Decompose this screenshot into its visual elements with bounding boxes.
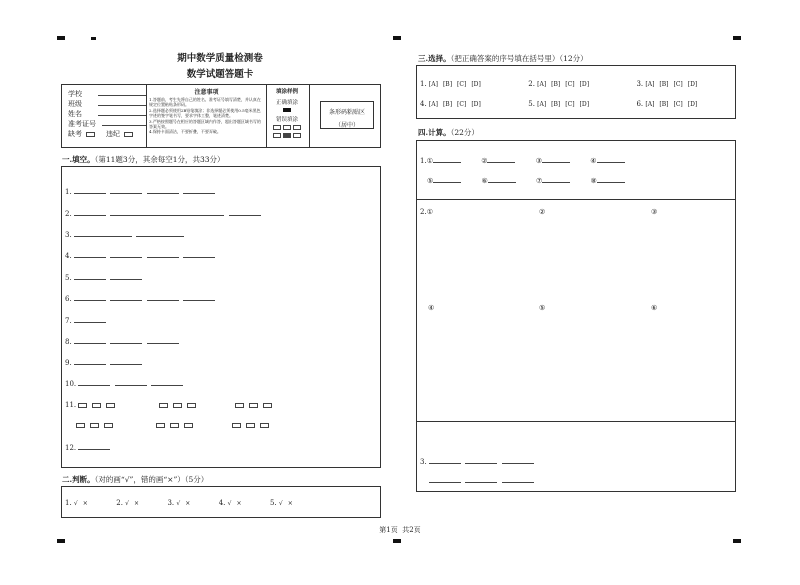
choice-option[interactable]: [A] bbox=[428, 101, 438, 108]
barcode-label: 条形码粘贴区 bbox=[328, 109, 365, 116]
choice-option[interactable]: [B] bbox=[659, 81, 669, 88]
choice-option[interactable]: [A] bbox=[645, 101, 655, 108]
info-block bbox=[61, 84, 381, 148]
calc-q1-row: ⑤ ⑥ ⑦ ⑧ bbox=[427, 176, 625, 185]
correct-fill-label: 正确填涂 bbox=[275, 100, 298, 106]
option-box[interactable] bbox=[173, 403, 182, 408]
registration-mark bbox=[393, 36, 401, 40]
wrong-fill-label: 错误填涂 bbox=[275, 117, 298, 123]
choice-option[interactable]: [C] bbox=[457, 81, 467, 88]
choice-option[interactable]: [D] bbox=[687, 81, 698, 88]
option-box[interactable] bbox=[156, 423, 165, 428]
choice-option[interactable]: [D] bbox=[471, 81, 481, 88]
notice-item: 4.保持卡面清洁，不要折叠，不要弄破。 bbox=[149, 129, 221, 135]
registration-mark bbox=[393, 539, 401, 543]
option-box[interactable] bbox=[263, 403, 272, 408]
class-field[interactable] bbox=[98, 99, 146, 106]
option-box[interactable] bbox=[92, 403, 101, 408]
choice-option[interactable]: [B] bbox=[442, 81, 453, 88]
judge-row: 1. √ × 2. √ × 3. √ × 4. √ × 5. √ × bbox=[65, 499, 293, 507]
registration-mark bbox=[733, 539, 741, 543]
barcode-note: （居中） bbox=[334, 122, 359, 129]
choice-option[interactable]: [A] bbox=[428, 81, 438, 88]
fill-question: 10. bbox=[65, 379, 183, 388]
barcode-area bbox=[320, 101, 374, 129]
section2-title: 二.判断。（对的画“√”，错的画“×”）（5分） bbox=[62, 475, 209, 484]
page-subtitle: 数学试题答题卡 bbox=[186, 69, 254, 80]
option-box[interactable] bbox=[78, 403, 87, 408]
calc-q2-label: 2.① bbox=[420, 208, 433, 216]
option-box[interactable] bbox=[106, 403, 115, 408]
judge-option[interactable]: √ bbox=[176, 500, 181, 507]
choice-option[interactable]: [B] bbox=[659, 101, 669, 108]
fill-question: 5. bbox=[65, 273, 142, 282]
absent-checkbox[interactable] bbox=[86, 132, 95, 137]
page-total: 共2页 bbox=[402, 526, 421, 534]
calc-q3-row: 3. bbox=[420, 457, 534, 466]
notice-title: 注意事项 bbox=[194, 89, 219, 96]
judge-option[interactable]: √ bbox=[125, 500, 129, 507]
judge-option[interactable]: × bbox=[185, 500, 191, 507]
fill-question: 1. bbox=[65, 187, 215, 196]
option-box[interactable] bbox=[159, 403, 168, 408]
fill-question: 8. bbox=[65, 337, 179, 346]
calc-q1-row: 1.① ② ③ ④ bbox=[420, 156, 625, 165]
registration-mark bbox=[57, 539, 65, 543]
choice-option[interactable]: [A] bbox=[537, 81, 547, 88]
choice-option[interactable]: [C] bbox=[565, 101, 575, 108]
choice-option[interactable]: [A] bbox=[537, 101, 547, 108]
section4-answer-box bbox=[416, 140, 736, 492]
choice-option[interactable]: [C] bbox=[673, 101, 683, 108]
calc-q3-row bbox=[429, 476, 534, 485]
choice-option[interactable]: [B] bbox=[442, 101, 453, 108]
fill-question: 2. bbox=[65, 209, 261, 218]
fill-question: 12. bbox=[65, 443, 110, 452]
section3-title: 三.选择。（把正确答案的序号填在括号里）（12分） bbox=[418, 54, 588, 63]
registration-mark bbox=[91, 37, 96, 40]
divider bbox=[417, 199, 735, 200]
fill-question: 3. bbox=[65, 230, 184, 239]
fill-question-11-row2 bbox=[76, 421, 274, 429]
judge-option[interactable]: √ bbox=[73, 500, 78, 507]
option-box[interactable] bbox=[246, 423, 255, 428]
option-box[interactable] bbox=[187, 403, 196, 408]
choice-option[interactable]: [C] bbox=[673, 81, 683, 88]
choice-option[interactable]: [B] bbox=[551, 81, 561, 88]
judge-option[interactable]: √ bbox=[278, 500, 283, 507]
correct-fill-sample bbox=[283, 108, 291, 112]
judge-option[interactable]: × bbox=[236, 500, 242, 507]
page-title: 期中数学质量检测卷 bbox=[177, 53, 263, 64]
name-label: 姓名 bbox=[68, 110, 82, 118]
option-box[interactable] bbox=[104, 423, 113, 428]
violation-label: 违纪 bbox=[106, 130, 120, 138]
notice-panel bbox=[149, 87, 264, 135]
page-number: 第1页 bbox=[379, 526, 398, 534]
fill-question: 7. bbox=[65, 316, 106, 325]
judge-option[interactable]: × bbox=[287, 500, 293, 507]
fill-question: 4. bbox=[65, 251, 215, 260]
judge-option[interactable]: × bbox=[82, 500, 88, 507]
choice-option[interactable]: [D] bbox=[579, 101, 590, 108]
divider bbox=[417, 421, 735, 422]
notice-item: 2.选择题必须使用2B铅笔填涂；非选择题必须使用0.5毫米黑色字迹的签字笔书写，要求字体工整，笔迹清楚。 bbox=[149, 107, 261, 119]
fill-question: 9. bbox=[65, 358, 142, 367]
choice-row: 4. [A] [B] [C] [D] 5. [A] [B] [C] [D] 6. [A] [B] [C] [D] bbox=[420, 100, 698, 108]
page-footer bbox=[360, 525, 440, 535]
choice-option[interactable]: [D] bbox=[687, 101, 698, 108]
section1-title: 一.填空。（第11题3分，其余每空1分，共33分） bbox=[62, 155, 225, 164]
registration-mark bbox=[57, 36, 65, 40]
absent-label: 缺考 bbox=[68, 130, 82, 138]
school-field[interactable] bbox=[98, 89, 146, 96]
section2-answer-box bbox=[61, 486, 381, 518]
wrong-fill-samples bbox=[267, 125, 307, 131]
student-fields bbox=[68, 89, 148, 139]
calc-q2-item: ④ bbox=[428, 304, 435, 312]
choice-option[interactable]: [D] bbox=[579, 81, 590, 88]
judge-option[interactable]: √ bbox=[227, 500, 232, 507]
calc-q2-item: ⑤ bbox=[539, 304, 546, 312]
option-box[interactable] bbox=[76, 423, 85, 428]
fill-example bbox=[267, 87, 307, 139]
option-box[interactable] bbox=[90, 423, 99, 428]
registration-mark bbox=[733, 36, 741, 40]
section4-title: 四.计算。（22分） bbox=[418, 128, 479, 137]
exam-no-field[interactable] bbox=[102, 119, 146, 126]
choice-option[interactable]: [B] bbox=[551, 101, 561, 108]
exam-no-label: 准考证号 bbox=[68, 120, 96, 128]
fill-question-11: 11. bbox=[65, 401, 277, 409]
judge-option[interactable]: × bbox=[133, 500, 140, 507]
section3-answer-box bbox=[416, 65, 736, 119]
option-box[interactable] bbox=[249, 403, 258, 408]
choice-option[interactable]: [C] bbox=[565, 81, 575, 88]
notice-item: 1.答题前，考生先将自己的姓名、准考证号填写清楚，并认真在规定位置粘贴条形码。 bbox=[149, 97, 261, 108]
calc-q2-item: ⑥ bbox=[651, 304, 658, 312]
fill-example-title: 填涂样例 bbox=[275, 89, 298, 95]
choice-option[interactable]: [D] bbox=[471, 101, 481, 108]
fill-question: 6. bbox=[65, 294, 215, 303]
violation-checkbox[interactable] bbox=[124, 132, 133, 137]
option-box[interactable] bbox=[184, 423, 193, 428]
option-box[interactable] bbox=[260, 423, 269, 428]
option-box[interactable] bbox=[235, 403, 244, 408]
section1-answer-box bbox=[61, 166, 381, 468]
class-label: 班级 bbox=[68, 100, 82, 108]
school-label: 学校 bbox=[68, 90, 82, 98]
notice-item: 3.严格按照题号在相应的答题区域内作答，超出答题区域书写的答案无效。 bbox=[149, 118, 261, 130]
calc-q2-item: ③ bbox=[651, 208, 658, 216]
name-field[interactable] bbox=[98, 109, 146, 116]
option-box[interactable] bbox=[170, 423, 179, 428]
choice-row: 1. [A] [B] [C] [D] 2. [A] [B] [C] [D] 3. [A] [B] [C] [D] bbox=[420, 80, 698, 88]
calc-q2-item: ② bbox=[539, 208, 546, 216]
option-box[interactable] bbox=[232, 423, 241, 428]
wrong-fill-samples bbox=[267, 133, 307, 139]
choice-option[interactable]: [C] bbox=[457, 101, 467, 108]
choice-option[interactable]: [A] bbox=[645, 81, 655, 88]
